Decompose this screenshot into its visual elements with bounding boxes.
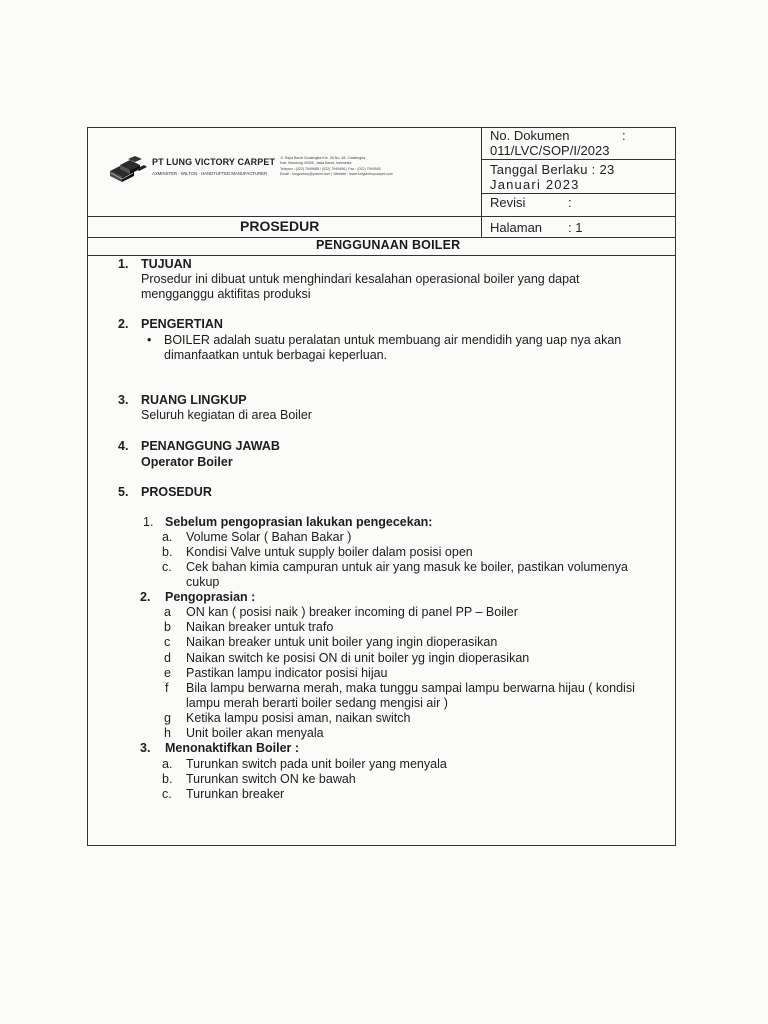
page-subtitle: PENGGUNAAN BOILER [316,238,461,252]
section-number: 4. [118,439,129,453]
item-marker: b. [162,772,173,786]
pengertian-text: dimanfaatkan untuk berbagai keperluan. [164,348,388,362]
item-marker: b [164,620,171,634]
item-text: Naikan breaker untuk trafo [186,620,334,634]
section-number: 3. [118,393,129,407]
item-text: Turunkan switch pada unit boiler yang menyala [186,757,447,771]
halaman-label: Halaman [490,220,543,235]
item-marker: d [164,651,171,665]
meta-divider-1 [481,159,676,160]
item-marker: a. [162,757,173,771]
address-line: Telepon : (022) 7949688 / (022) 7949456 | Fax : (022) 7949545 [280,166,381,171]
item-marker: c. [162,787,172,801]
section-number: 5. [118,485,129,499]
ruang-lingkup-text: Seluruh kegiatan di area Boiler [141,408,312,422]
section-heading-pengertian: PENGERTIAN [141,317,223,331]
halaman-value: : 1 [568,220,583,235]
section-heading-tujuan: TUJUAN [141,257,192,271]
no-dokumen-label: No. Dokumen [490,128,570,143]
revisi-colon: : [568,195,572,210]
tanggal-berlaku-line1: Tanggal Berlaku : 23 [490,162,615,177]
item-text: Turunkan breaker [186,787,285,801]
item-marker: c [164,635,171,649]
item-text: Bila lampu berwarna merah, maka tunggu sampai lampu berwarna hijau ( kondisi [186,681,635,695]
item-marker: b. [162,545,173,559]
company-address [280,156,470,178]
section-heading-ruang-lingkup: RUANG LINGKUP [141,393,247,407]
section-heading-penanggung-jawab: PENANGGUNG JAWAB [141,439,280,453]
item-text: Turunkan switch ON ke bawah [186,772,356,786]
item-marker: g [164,711,171,725]
address-line: Email : lungvictory@yahoo.com | Website : www.lungvictorycarpet.com [280,172,393,177]
carpet-roll-logo-icon [108,155,148,185]
item-text: Ketika lampu posisi aman, naikan switch [186,711,411,725]
tujuan-text: mengganggu aktifitas produksi [141,287,311,301]
item-text: Unit boiler akan menyala [186,726,324,740]
pengertian-text: BOILER adalah suatu peralatan untuk membuang air mendidih yang uap nya akan [164,333,622,347]
item-text: Volume Solar ( Bahan Bakar ) [186,530,352,544]
item-marker: f [165,681,169,695]
item-marker: e [164,666,171,680]
company-name: PT LUNG VICTORY CARPET [152,157,276,167]
tujuan-text: Prosedur ini dibuat untuk menghindari kesalahan operasional boiler yang dapat [141,272,580,286]
company-logo-block [108,152,478,192]
section-number: 2. [118,317,129,331]
step-heading: Menonaktifkan Boiler : [165,741,300,755]
address-line: Kab. Bandung 40395, Jawa Barat, Indonesia [280,161,352,166]
subtitle-divider [87,255,676,256]
bullet-icon: • [147,333,152,347]
item-text: ON kan ( posisi naik ) breaker incoming di panel PP – Boiler [186,605,518,619]
no-dokumen-value: 011/LVC/SOP/I/2023 [490,143,610,158]
step-number: 1. [143,515,154,529]
item-marker: a [164,605,171,619]
step-number: 2. [140,590,151,604]
item-text: Pastikan lampu indicator posisi hijau [186,666,388,680]
section-number: 1. [118,257,129,271]
item-text: Naikan breaker untuk unit boiler yang ingin dioperasikan [186,635,498,649]
meta-divider-2 [481,193,676,194]
company-tagline: AXMINSTER - WILTON - HANDTUFTED MANUFACTURER [152,171,268,176]
item-text: Naikan switch ke posisi ON di unit boiler yg ingin dioperasikan [186,651,530,665]
address-line: Jl. Raya Barat Cicalengka Km. 28 No. 48, Cicalengka [280,156,366,160]
no-dokumen-colon: : [622,128,626,143]
header-divider-vertical [481,127,482,237]
header-divider-horizontal [87,216,676,217]
revisi-label: Revisi [490,195,526,210]
page-title: PROSEDUR [240,218,320,234]
step-heading: Pengoprasian : [165,590,256,604]
item-marker: h [164,726,171,740]
item-text: lampu merah berarti boiler sedang mengisi air ) [186,696,448,710]
section-heading-prosedur: PROSEDUR [141,485,212,499]
step-number: 3. [140,741,151,755]
item-text: Kondisi Valve untuk supply boiler dalam posisi open [186,545,473,559]
item-marker: c. [162,560,172,574]
tanggal-berlaku-line2: Januari 2023 [490,177,580,192]
step-heading: Sebelum pengoprasian lakukan pengecekan: [165,515,433,529]
item-text: Cek bahan kimia campuran untuk air yang masuk ke boiler, pastikan volumenya [186,560,628,574]
penanggung-jawab-text: Operator Boiler [141,455,233,469]
item-marker: a. [162,530,173,544]
item-text: cukup [186,575,220,589]
